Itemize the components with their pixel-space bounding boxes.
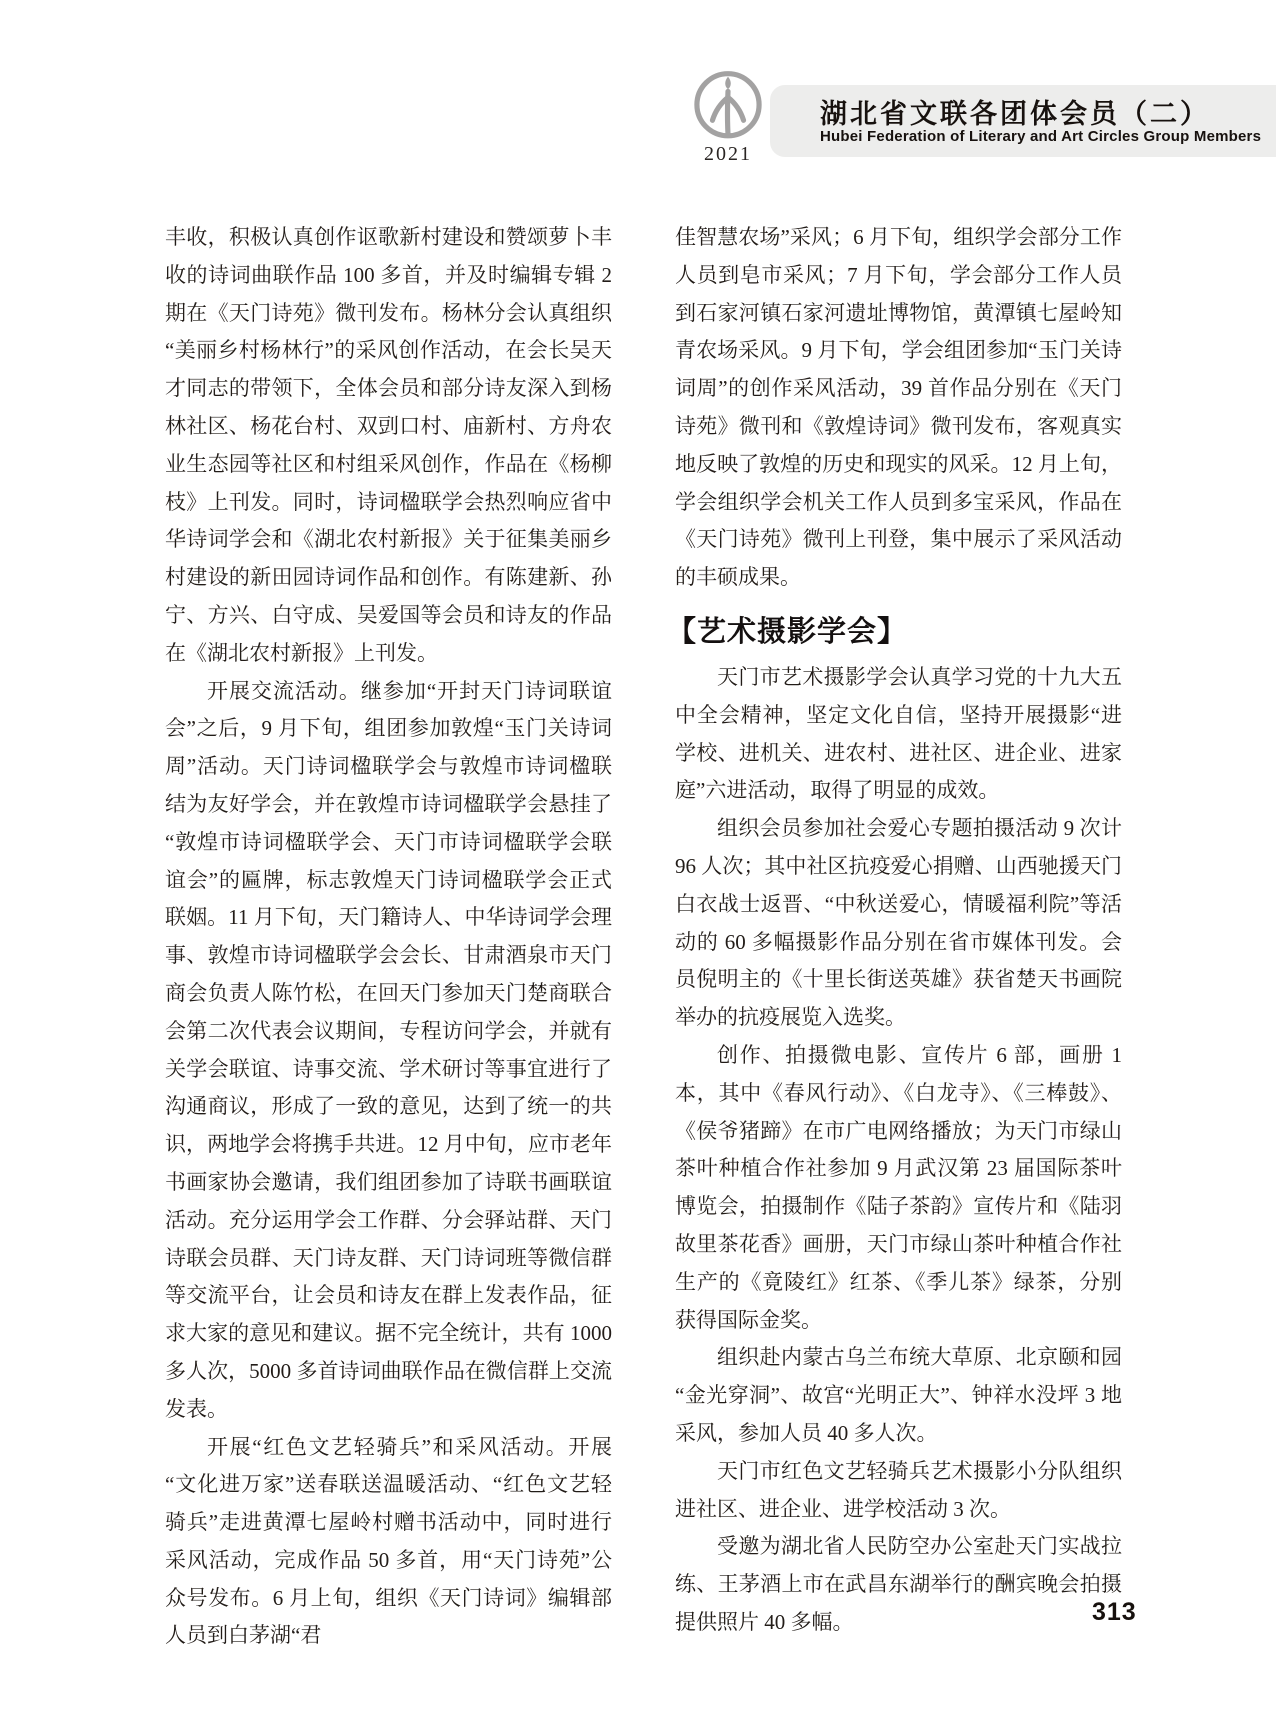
paragraph: 佳智慧农场”采风；6 月下旬，组织学会部分工作人员到皂市采风；7 月下旬，学会部分工作人员到石家河镇石家河遗址博物馆，黄潭镇七屋岭知青农场采风。9 月下旬，学会组团参加“玉门关诗词周”的创作采风活动，39 首作品分别在《天门诗苑》微刊和《敦煌诗词》微刊发布，客观真实地反映了敦煌的历史和现实的风采。12 月上旬，学会组织学会机关工作人员到多宝采风，作品在《天门诗苑》微刊上刊登，集中展示了采风活动的丰硕成果。 (675, 225, 1122, 590)
page-title: 湖北省文联各团体会员（二） (820, 99, 1210, 129)
paragraph: 组织会员参加社会爱心专题拍摄活动 9 次计 96 人次；其中社区抗疫爱心捐赠、山西驰援天门白衣战士返晋、“中秋送爱心，情暖福利院”等活动的 60 多幅摄影作品分别在省市媒体刊发。会员倪明主的《十里长街送英雄》获省楚天书画院举办的抗疫展览入选奖。 (675, 816, 1122, 1030)
paragraph: 创作、拍摄微电影、宣传片 6 部，画册 1 本，其中《春风行动》、《白龙寺》、《三棒鼓》、《侯爷猪蹄》在市广电网络播放；为天门市绿山茶叶种植合作社参加 9 月武汉第 23 届国际茶叶博览会，拍摄制作《陆子茶韵》宣传片和《陆羽故里茶花香》画册，天门市绿山茶叶种植合作社生产的《竟陵红》红茶、《季儿茶》绿茶，分别获得国际金奖。 (675, 1042, 1122, 1332)
page-number: 313 (1092, 1598, 1137, 1626)
paragraph: 天门市红色文艺轻骑兵艺术摄影小分队组织进社区、进企业、进学校活动 3 次。 (675, 1458, 1122, 1521)
left-column (165, 219, 612, 1655)
right-column (667, 219, 1122, 1642)
header-title-bar (770, 85, 1276, 157)
paragraph: 天门市艺术摄影学会认真学习党的十九大五中全会精神，坚定文化自信，坚持开展摄影“进学校、进机关、进农村、进社区、进企业、进家庭”六进活动，取得了明显的成效。 (675, 664, 1122, 803)
federation-logo-icon (688, 66, 768, 142)
logo-block (688, 66, 768, 166)
section-heading: 【艺术摄影学会】 (667, 615, 908, 648)
paragraph: 开展交流活动。继参加“开封天门诗词联谊会”之后，9 月下旬，组团参加敦煌“玉门关诗词周”活动。天门诗词楹联学会与敦煌市诗词楹联结为友好学会，并在敦煌市诗词楹联学会悬挂了“敦煌市诗词楹联学会、天门市诗词楹联学会联谊会”的匾牌，标志敦煌天门诗词楹联学会正式联姻。11 月下旬，天门籍诗人、中华诗词学会理事、敦煌市诗词楹联学会会长、甘肃酒泉市天门商会负责人陈竹松，在回天门参加天门楚商联合会第二次代表会议期间，专程访问学会，并就有关学会联谊、诗事交流、学术研讨等事宜进行了沟通商议，形成了一致的意见，达到了统一的共识，两地学会将携手共进。12 月中旬，应市老年书画家协会邀请，我们组团参加了诗联书画联谊活动。充分运用学会工作群、分会驿站群、天门诗联会员群、天门诗友群、天门诗词班等微信群等交流平台，让会员和诗友在群上发表作品，征求大家的意见和建议。据不完全统计，共有 1000 多人次，5000 多首诗词曲联作品在微信群上交流发表。 (165, 678, 612, 1421)
paragraph: 开展“红色文艺轻骑兵”和采风活动。开展“文化进万家”送春联送温暖活动、“红色文艺轻骑兵”走进黄潭七屋岭村赠书活动中，同时进行采风活动，完成作品 50 多首，用“天门诗苑”公众号发布。6 月上旬，组织《天门诗词》编辑部人员到白茅湖“君 (165, 1434, 612, 1648)
paragraph: 受邀为湖北省人民防空办公室赴天门实战拉练、王茅酒上市在武昌东湖举行的酬宾晚会拍摄提供照片 40 多幅。 (675, 1534, 1122, 1634)
page-subtitle: Hubei Federation of Literary and Art Circles Group Members (820, 128, 1262, 145)
paragraph: 组织赴内蒙古乌兰布统大草原、北京颐和园“金光穿洞”、故宫“光明正大”、钟祥水没坪 3 地采风，参加人员 40 多人次。 (675, 1345, 1122, 1445)
year-label: 2021 (704, 143, 752, 165)
paragraph: 丰收，积极认真创作讴歌新村建设和赞颂萝卜丰收的诗词曲联作品 100 多首，并及时编辑专辑 2 期在《天门诗苑》微刊发布。杨林分会认真组织“美丽乡村杨林行”的采风创作活动，在会长吴天才同志的带领下，全体会员和部分诗友深入到杨林社区、杨花台村、双剅口村、庙新村、方舟农业生态园等社区和村组采风创作，作品在《杨柳枝》上刊发。同时，诗词楹联学会热烈响应省中华诗词学会和《湖北农村新报》关于征集美丽乡村建设的新田园诗词作品和创作。有陈建新、孙宁、方兴、白守成、吴爱国等会员和诗友的作品在《湖北农村新报》上刊发。 (165, 225, 612, 665)
